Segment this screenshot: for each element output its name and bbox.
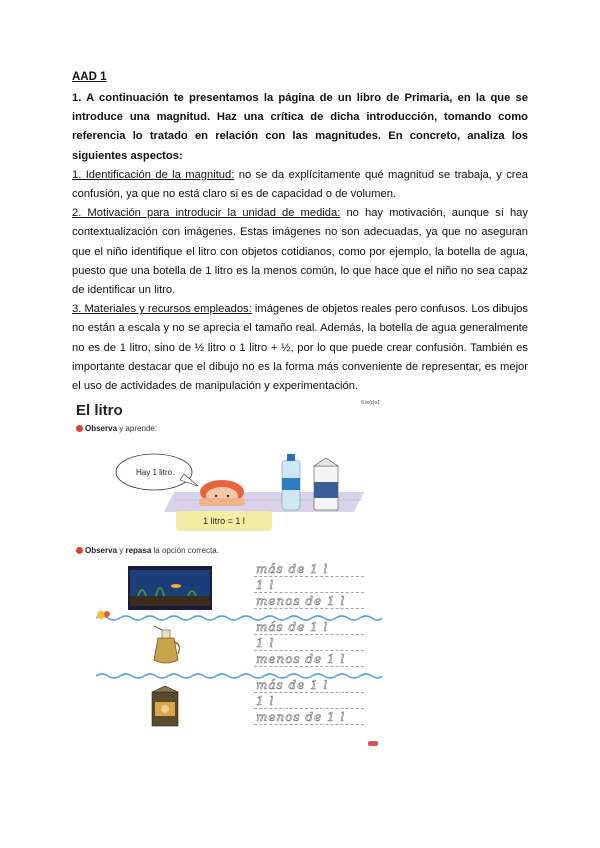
textbook-page-image xyxy=(70,396,388,748)
section2-rest: la opción correcta. xyxy=(151,546,219,555)
point-1-text: no se da explícitamente qué magnitud se trabaja, y crea confusión, ya que no está claro si es de capacidad o de volumen. xyxy=(72,168,528,201)
point-1 xyxy=(72,166,528,204)
option-more: más de 1 l xyxy=(256,562,329,576)
page-corner-mark xyxy=(368,741,378,746)
girl-bottle-scene xyxy=(114,452,364,512)
point-3 xyxy=(72,300,528,396)
option-line xyxy=(254,576,364,577)
option-equal: 1 l xyxy=(256,636,275,650)
document-title: AAD 1 xyxy=(72,71,107,83)
bullet-icon xyxy=(76,547,83,554)
option-more: más de 1 l xyxy=(256,678,329,692)
option-less: menos de 1 l xyxy=(256,710,346,724)
section1-rest: y aprende: xyxy=(117,424,158,433)
option-line xyxy=(254,692,364,693)
option-line xyxy=(254,592,364,593)
point-2-text: no hay motivación, aunque sí hay contextualización con imágenes. Estas imágenes no son adecuadas, ya que no aseguran que el niño identifique el litro con objetos cotidianos, como por ejemplo, la botella de agua, puesto que una botella de 1 litro es la menos común, lo que hace que el niño no sea capaz de identificar un litro. xyxy=(72,207,528,297)
option-line xyxy=(254,608,364,609)
section2-strong2: repasa xyxy=(125,546,152,555)
speech-text: Hay 1 litro. xyxy=(136,468,175,477)
point-2-heading: 2. Motivación para introducir la unidad de medida: xyxy=(72,207,341,220)
liter-equation: 1 litro = 1 l xyxy=(176,511,272,531)
option-line xyxy=(254,708,364,709)
option-line xyxy=(254,634,364,635)
oil-jug-image xyxy=(148,626,184,666)
section1-strong: Observa xyxy=(85,424,118,433)
option-line xyxy=(254,724,364,725)
book-page-code: 6 to(r)o1 xyxy=(361,400,380,406)
option-line xyxy=(254,666,364,667)
bullet-icon xyxy=(76,425,83,432)
option-equal: 1 l xyxy=(256,694,275,708)
aquarium-image xyxy=(128,566,212,610)
water-bottle xyxy=(282,454,300,510)
point-1-heading: 1. Identificación de la magnitud: xyxy=(72,168,235,181)
milk-carton xyxy=(314,458,338,510)
point-2 xyxy=(72,204,528,300)
juice-carton-image xyxy=(148,684,182,728)
section2-strong1: Observa xyxy=(85,546,118,555)
document-body xyxy=(72,89,528,396)
option-line xyxy=(254,650,364,651)
section2-mid: y xyxy=(117,546,126,555)
question-text: 1. A continuación te presentamos la página de un libro de Primaria, en la que se introduce una magnitud. Haz una crítica de dicha introducción, tomando como referencia lo tratado en relación con las magnitudes. En concreto, analiza los siguientes aspectos: xyxy=(72,92,528,162)
book-title: El litro xyxy=(76,402,123,419)
option-less: menos de 1 l xyxy=(256,594,346,608)
point-3-heading: 3. Materiales y recursos empleados: xyxy=(72,303,252,316)
point-3-text: imágenes de objetos reales pero confusos. Los dibujos no están a escala y no se aprecia el tamaño real. Además, la botella de agua generalmente no es de 1 litro, sino de ½ litro o 1 litro + ½, por lo que puede crear confusión. También es importante destacar que el dibujo no es la forma más conveniente de representar, es mejor el uso de actividades de manipulación y experimentación. xyxy=(72,303,529,393)
option-less: menos de 1 l xyxy=(256,652,346,666)
section-observe-review xyxy=(76,546,219,555)
section-observe-learn xyxy=(76,424,157,433)
exercise-juice-carton xyxy=(70,678,388,740)
option-more: más de 1 l xyxy=(256,620,329,634)
option-equal: 1 l xyxy=(256,578,275,592)
